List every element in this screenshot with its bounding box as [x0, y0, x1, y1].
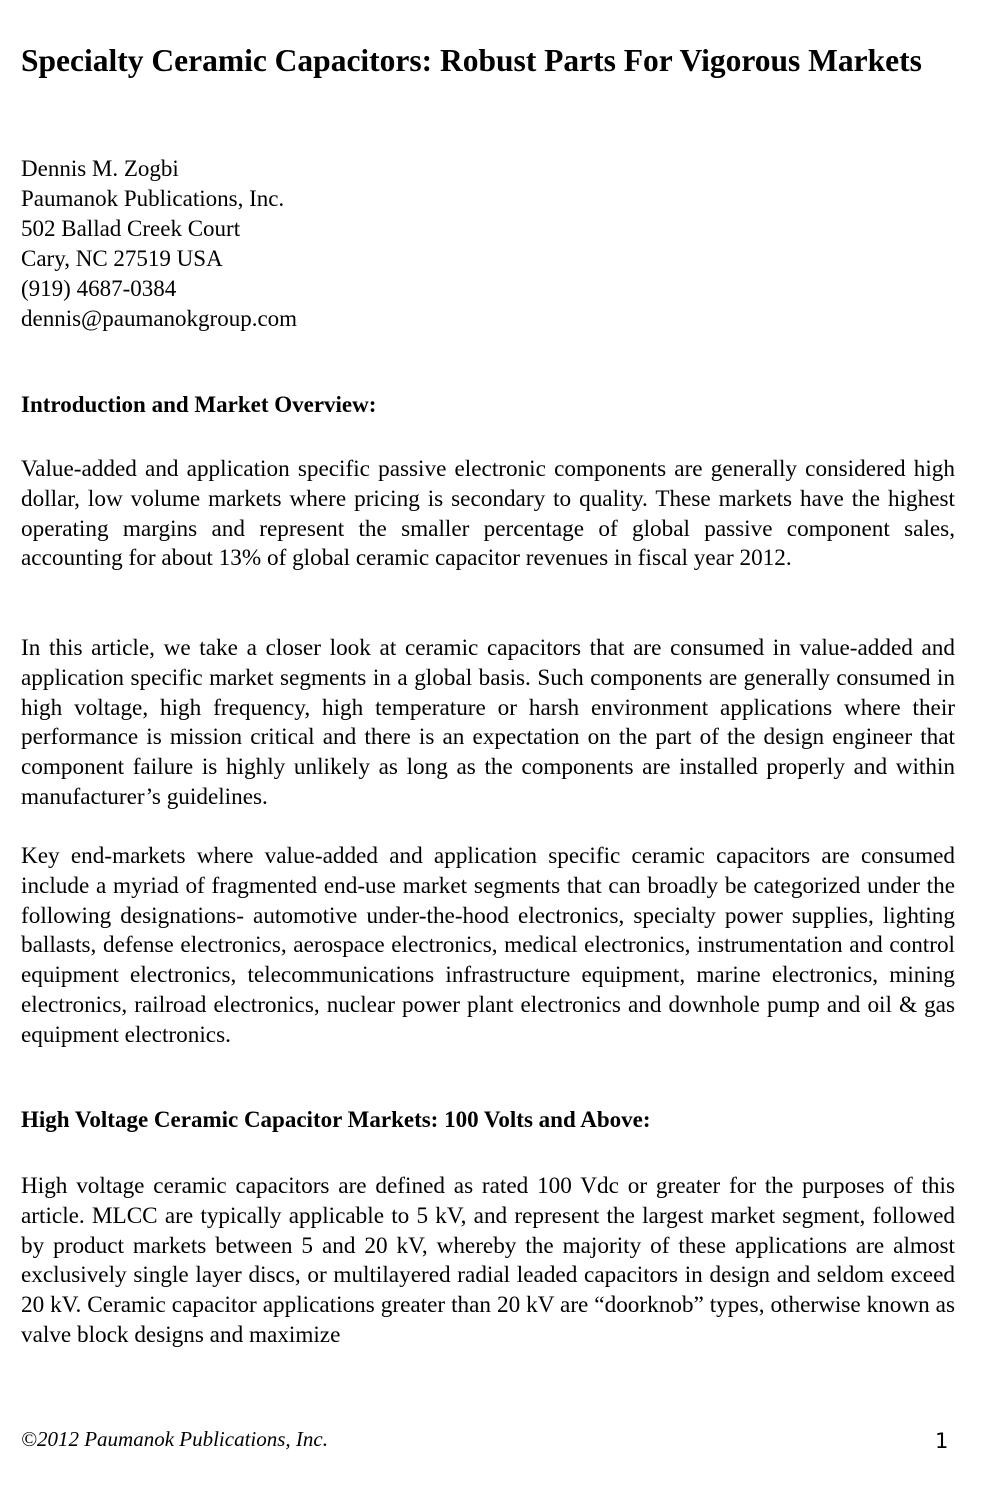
paragraph-intro-2: In this article, we take a closer look at ceramic capacitors that are consumed in value-added and application specific market segments in a global basis. Such components are generally consumed in high voltage, high frequency, high temperature or harsh environment applications where their performance is mission critical and there is an expectation on the part of the design engineer that component failure is highly unlikely as long as the components are installed properly and within manufacturer’s guidelines.: [21, 635, 955, 810]
author-phone: (919) 4687-0384: [21, 276, 177, 301]
page-number: 1: [935, 1429, 949, 1453]
author-name: Dennis M. Zogbi: [21, 156, 179, 181]
footer-copyright: ©2012 Paumanok Publications, Inc.: [21, 1427, 328, 1451]
section-heading-introduction: Introduction and Market Overview:: [21, 392, 377, 417]
author-address-line2: Cary, NC 27519 USA: [21, 246, 223, 271]
author-email: dennis@paumanokgroup.com: [21, 306, 298, 331]
author-block: [21, 154, 297, 334]
paragraph-intro-3: Key end-markets where value-added and application specific ceramic capacitors are consumed include a myriad of fragmented end-use market segments that can broadly be categorized under the following designations- automotive under-the-hood electronics, specialty power supplies, lighting ballasts, defense electronics, aerospace electronics, medical electronics, instrumentation and control equipment electronics, telecommunications infrastructure equipment, marine electronics, mining electronics, railroad electronics, nuclear power plant electronics and downhole pump and oil & gas equipment electronics.: [21, 843, 955, 1048]
section-heading-high-voltage: High Voltage Ceramic Capacitor Markets: 100 Volts and Above:: [21, 1107, 651, 1132]
document-title: Specialty Ceramic Capacitors: Robust Parts For Vigorous Markets: [21, 43, 922, 78]
paragraph-high-voltage-1: High voltage ceramic capacitors are defined as rated 100 Vdc or greater for the purposes of this article. MLCC are typically applicable to 5 kV, and represent the largest market segment, followed by product markets between 5 and 20 kV, whereby the majority of these applications are almost exclusively single layer discs, or multilayered radial leaded capacitors in design and seldom exceed 20 kV. Ceramic capacitor applications greater than 20 kV are “doorknob” types, otherwise known as valve block designs and maximize: [21, 1173, 955, 1348]
author-address-line1: 502 Ballad Creek Court: [21, 216, 241, 241]
author-organization: Paumanok Publications, Inc.: [21, 186, 285, 211]
paragraph-intro-1: Value-added and application specific passive electronic components are generally considered high dollar, low volume markets where pricing is secondary to quality. These markets have the highest operating margins and represent the smaller percentage of global passive component sales, accounting for about 13% of global ceramic capacitor revenues in fiscal year 2012.: [21, 456, 955, 572]
